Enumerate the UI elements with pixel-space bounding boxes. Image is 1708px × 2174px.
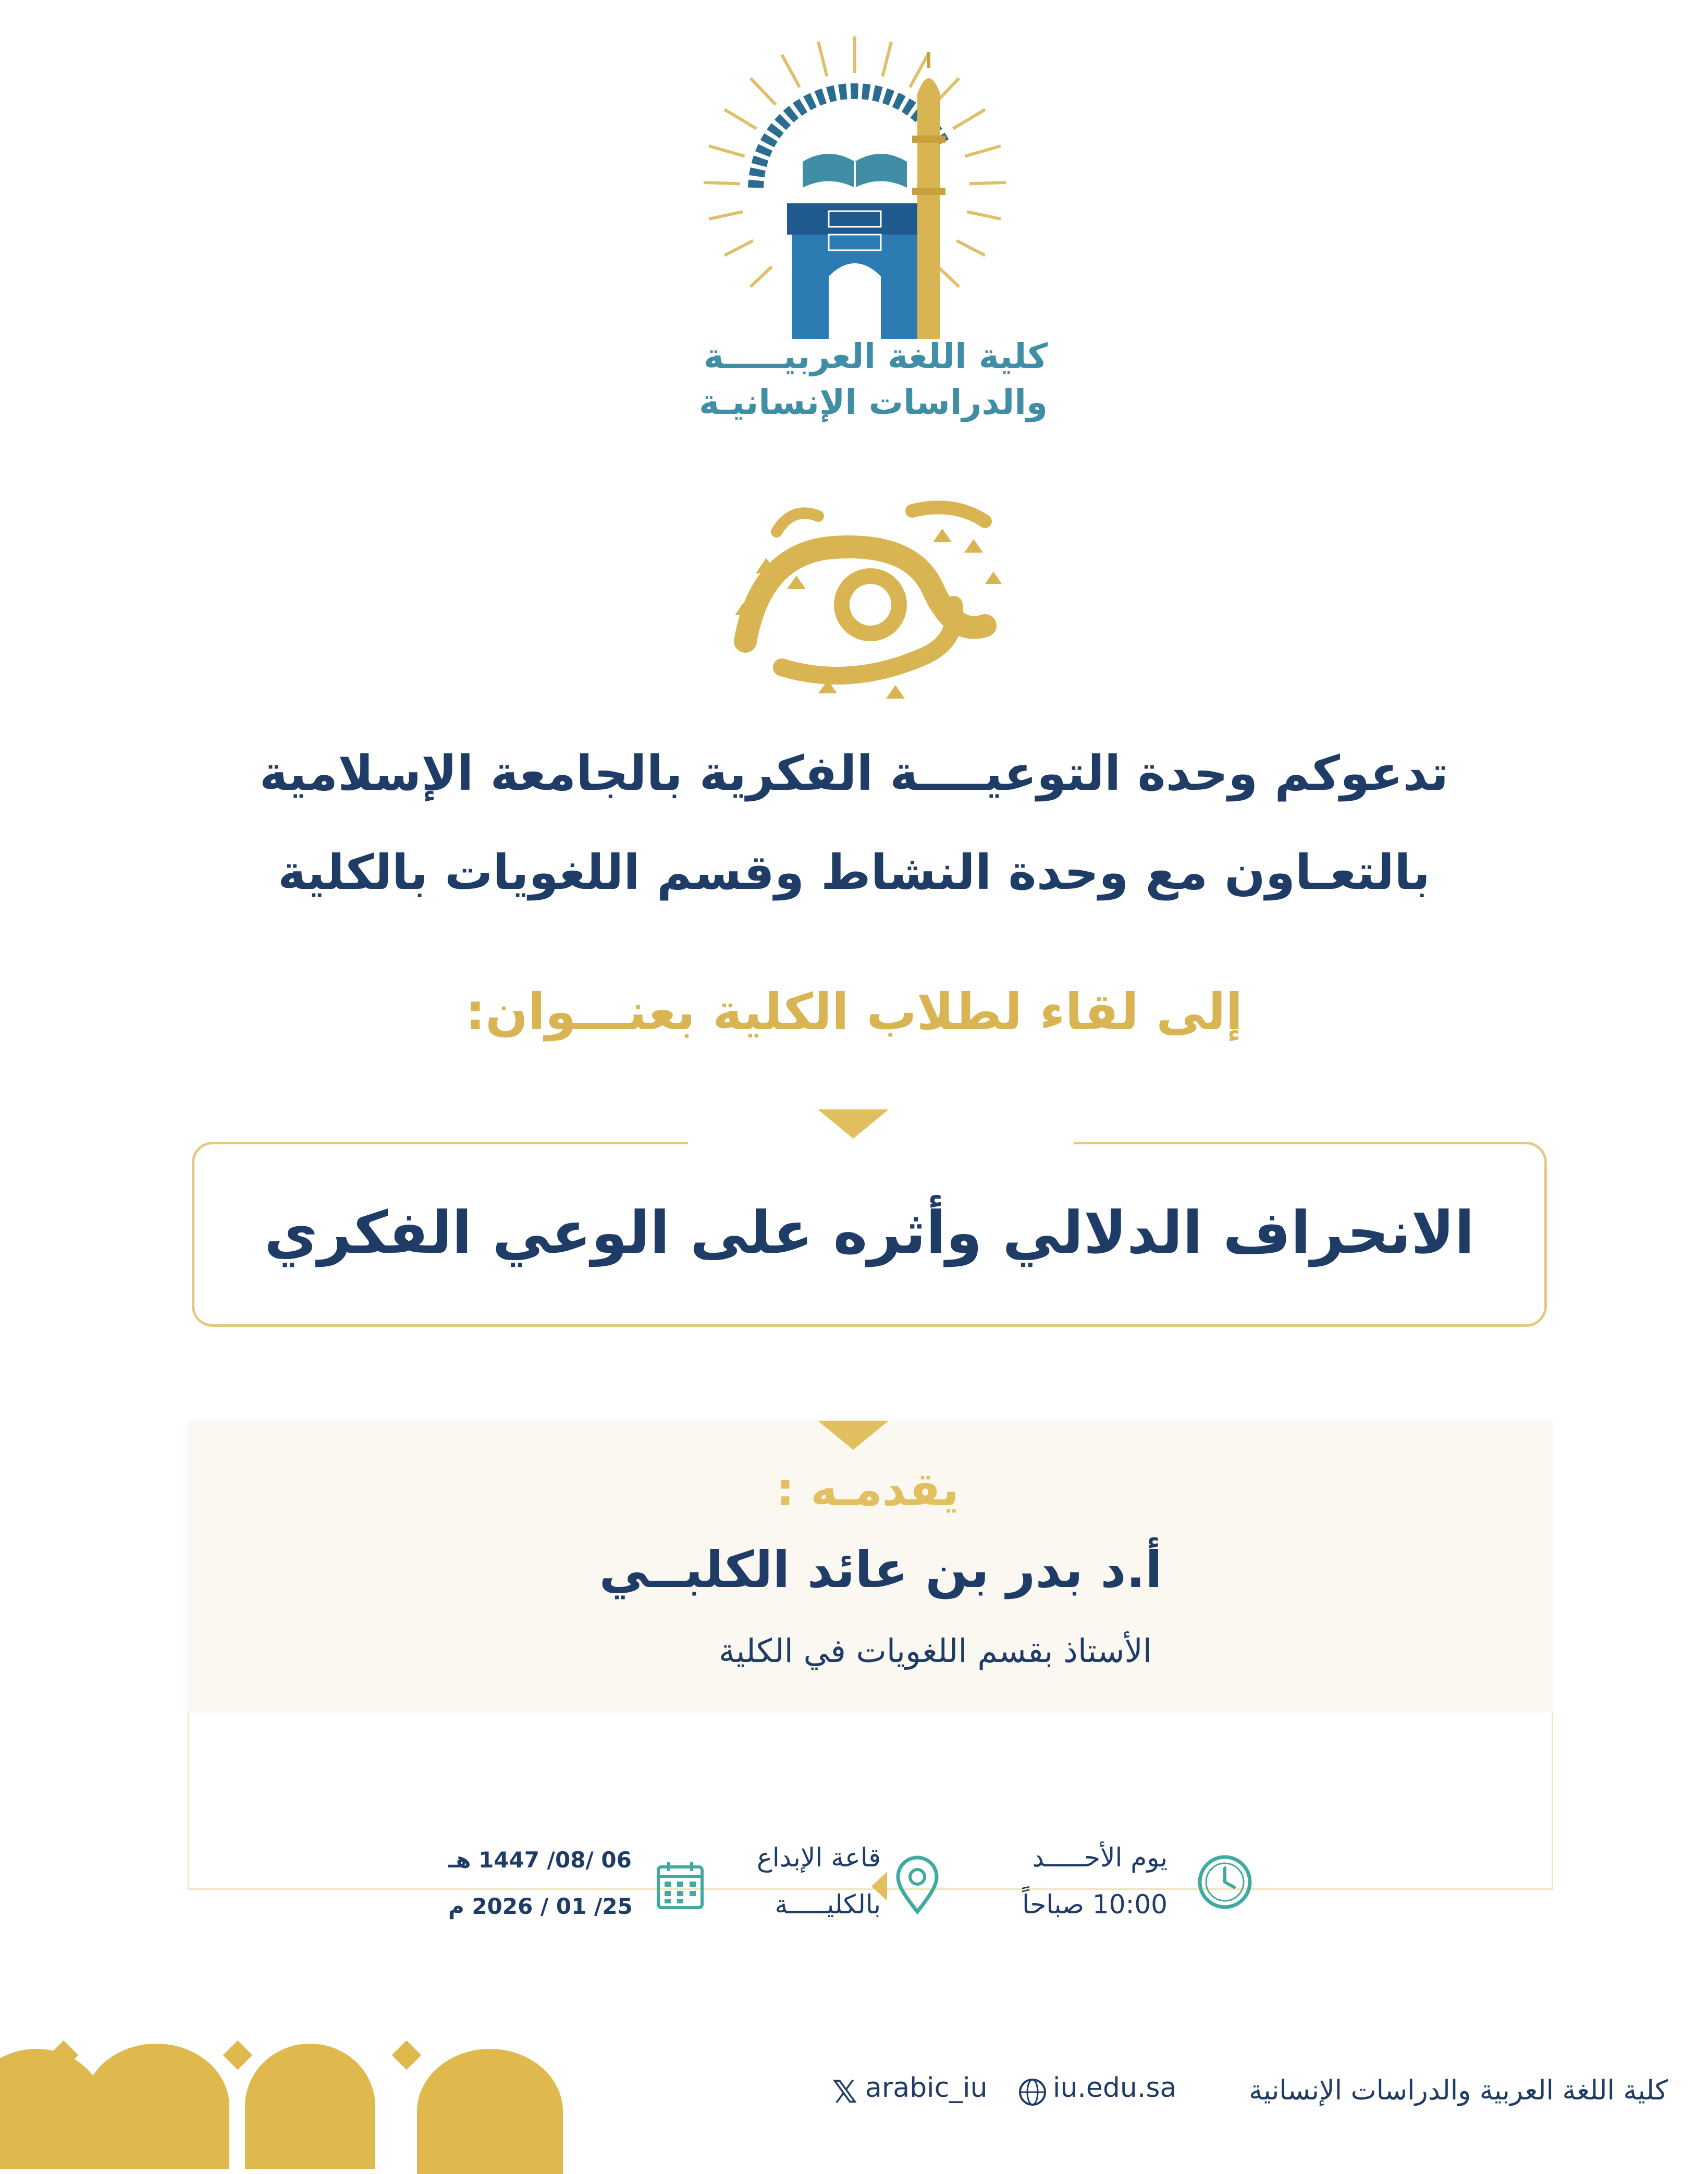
calendar-icon: [654, 1859, 706, 1911]
event-date-gregorian: 25/ 01 / 2026 م: [448, 1894, 633, 1919]
invitation-line-2: بالتعـاون مع وحدة النشاط وقسم اللغويات بالكلية: [277, 845, 1431, 900]
event-time: 10:00 صباحاً: [1022, 1889, 1168, 1920]
event-venue-line1: قاعة الإبداع: [757, 1842, 881, 1873]
event-day: يوم الأحـــــد: [1032, 1842, 1168, 1873]
footer-website-link[interactable]: iu.edu.sa: [1053, 2072, 1177, 2104]
globe-icon: [1018, 2078, 1047, 2107]
location-pin-icon: [894, 1853, 941, 1916]
presenter-label: يقدمـه :: [776, 1462, 959, 1516]
college-name-line2: والدراسات الإنسانيـة: [699, 382, 1048, 422]
presenter-role: الأستاذ بقسم اللغويات في الكلية: [718, 1632, 1152, 1670]
event-date-hijri: 06 /08/ 1447 هـ: [448, 1847, 632, 1873]
event-venue-line2: بالكليـــــة: [775, 1889, 881, 1920]
university-logo: [698, 31, 1011, 355]
x-social-icon: 𝕏: [832, 2074, 857, 2110]
title-pointer-triangle: [818, 1109, 889, 1139]
decorative-diamond: [392, 2041, 422, 2070]
footer-college-name: كلية اللغة العربية والدراسات الإنسانية: [1249, 2075, 1668, 2106]
invitation-line-1: تدعوكم وحدة التوعيــــة الفكرية بالجامعة الإسلامية: [259, 746, 1449, 801]
decorative-dome: [83, 2044, 229, 2169]
invitation-line-3: إلى لقاء لطلاب الكلية بعنـــوان:: [465, 983, 1243, 1041]
presenter-pointer-triangle: [818, 1421, 889, 1450]
decorative-dome: [245, 2044, 375, 2169]
college-name-line1: كلية اللغة العربيـــــة: [703, 336, 1048, 376]
invitation-calligraphy: [714, 469, 1016, 709]
footer-social-handle[interactable]: arabic_iu: [865, 2072, 988, 2104]
decorative-diamond: [223, 2041, 253, 2070]
decorative-dome: [417, 2049, 563, 2174]
lecture-title: الانحراف الدلالي وأثره على الوعي الفكري: [264, 1199, 1474, 1267]
clock-icon: [1196, 1853, 1254, 1911]
presenter-name: أ.د بدر بن عائد الكلبــي: [599, 1541, 1162, 1599]
